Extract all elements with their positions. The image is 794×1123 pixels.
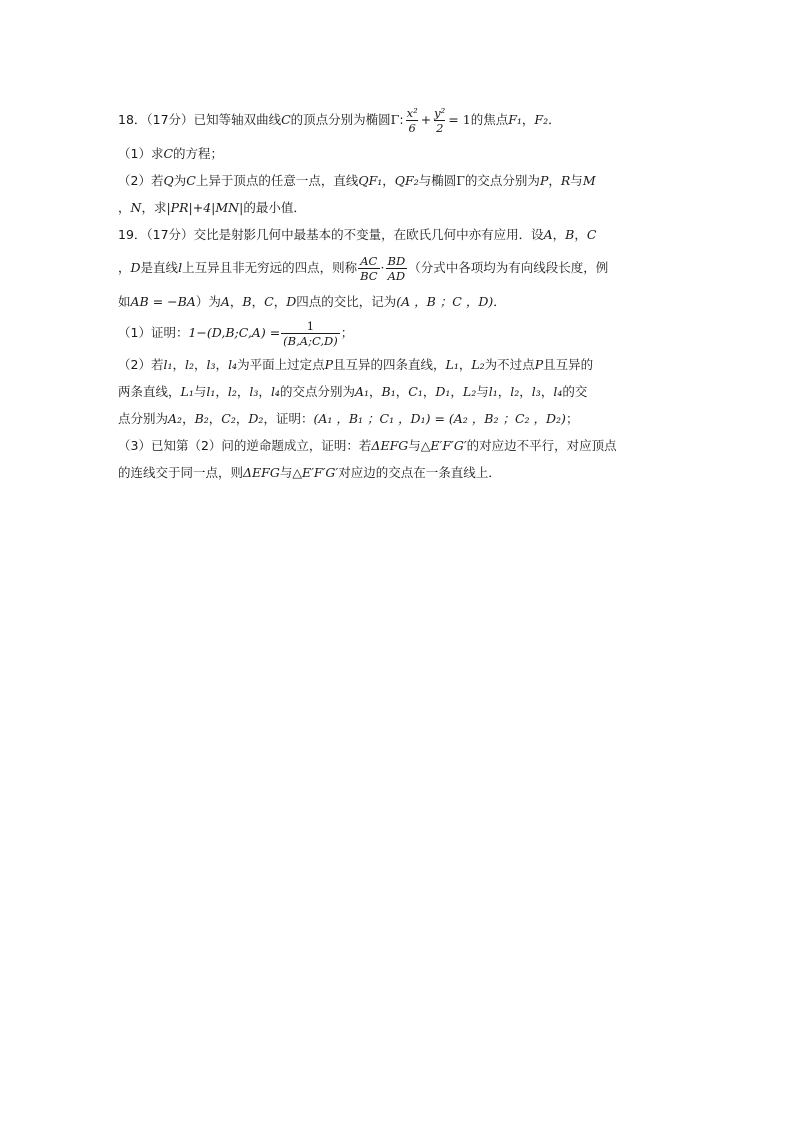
q18-part-2-line-2 <box>118 194 678 221</box>
frac-den: BC <box>360 269 378 283</box>
math-l: l <box>178 260 183 275</box>
math-c: C <box>163 146 174 161</box>
q19-text: 与 <box>408 438 421 453</box>
math-C1: C₁ <box>408 384 423 399</box>
math-r: R <box>560 173 571 188</box>
math-p: P <box>539 173 549 188</box>
math-expr: |PR|+4|MN| <box>166 200 244 215</box>
plus: + <box>420 112 432 127</box>
math-gamma: Γ <box>456 173 465 188</box>
math-L1: L₁ <box>445 357 459 372</box>
math-triangle-efg: ΔEFG <box>371 438 409 453</box>
ellipse-frac-x <box>405 106 420 135</box>
math-qf1: QF₁ <box>358 173 383 188</box>
sep: ， <box>118 200 131 215</box>
math-C2: C₂ <box>221 411 236 426</box>
q19-text: 是直线 <box>140 260 179 275</box>
math-p: P <box>324 357 334 372</box>
math-L2: L₂ <box>462 384 477 399</box>
q19-part-1 <box>118 315 678 351</box>
math-l4: l₄ <box>270 384 280 399</box>
q18-number: 18． <box>118 112 147 127</box>
q18-text: 求 <box>150 146 164 161</box>
part-label: （2） <box>118 357 151 372</box>
math-lhs: 1−(D,B;C,A) = <box>188 325 281 340</box>
q18-text: 为 <box>173 173 187 188</box>
p1-frac <box>281 319 340 348</box>
math-l4: l₄ <box>228 357 238 372</box>
math-l2: l₂ <box>227 384 237 399</box>
sep: ， <box>182 411 195 426</box>
math-triangle-efg: ΔEFG <box>243 465 280 480</box>
q19-text: 的对应边不平行，对应顶点 <box>466 438 617 453</box>
sep: ， <box>540 384 554 399</box>
math-c: C <box>186 173 196 188</box>
sep: ， <box>548 173 561 188</box>
sep: ， <box>552 227 566 242</box>
q18-text: 与椭圆 <box>418 173 457 188</box>
math-l2: l₂ <box>185 357 195 372</box>
frac-den: (B,A;C,D) <box>283 334 338 348</box>
q18-text: 与 <box>570 173 583 188</box>
q18-text: 上异于顶点的任意一点，直线 <box>195 173 359 188</box>
q19-points: （17分） <box>146 227 194 242</box>
sep: ， <box>458 357 472 372</box>
frac-den: AD <box>387 269 406 283</box>
q18-text: 的方程； <box>173 146 224 161</box>
math-d: D <box>286 294 297 309</box>
exam-content <box>118 100 678 486</box>
q19-line-3 <box>118 288 678 315</box>
sep: ， <box>229 294 243 309</box>
math-b: B <box>242 294 252 309</box>
ellipse-frac-y <box>432 106 447 135</box>
q19-text: 与 <box>193 384 207 399</box>
q19-text: 且互异的四条直线， <box>333 357 446 372</box>
q19-part-3-line-2 <box>118 459 678 486</box>
sep: ， <box>422 384 436 399</box>
math-f1: F₁ <box>508 112 522 127</box>
q18-points: （17分） <box>146 112 194 127</box>
math-m: M <box>582 173 596 188</box>
math-triangle-efg-prime: △E′F′G′ <box>292 465 339 480</box>
sep: ， <box>235 411 249 426</box>
q18-text: 的焦点 <box>470 112 509 127</box>
math-L2: L₂ <box>471 357 485 372</box>
math-qf2: QF₂ <box>394 173 419 188</box>
part-label: （2） <box>118 173 151 188</box>
q19-text: 的交点分别为 <box>279 384 355 399</box>
equals-one: = 1 <box>448 112 471 127</box>
math-l3: l₃ <box>206 357 216 372</box>
q18-text: 若 <box>150 173 164 188</box>
q19-text: 点分别为 <box>118 411 169 426</box>
frac-den: 6 <box>408 121 416 135</box>
part-label: （1） <box>118 325 151 340</box>
equals: = <box>430 411 449 426</box>
q19-text: 与 <box>279 465 293 480</box>
sep: ， <box>497 384 511 399</box>
sep: ， <box>194 357 207 372</box>
q19-text: 的交 <box>562 384 588 399</box>
math-B2: B₂ <box>194 411 209 426</box>
q19-text: 交比是射影几何中最基本的不变量，在欧氏几何中亦有应用．设 <box>193 227 544 242</box>
q19-text: 与 <box>476 384 489 399</box>
q19-line-1 <box>118 221 678 248</box>
q19-text: 已知第（2）问的逆命题成立，证明：若 <box>150 438 372 453</box>
question-19 <box>118 221 678 486</box>
sep: ， <box>273 294 287 309</box>
math-l3: l₃ <box>531 384 541 399</box>
sep: ， <box>382 173 395 188</box>
sep: ， <box>236 384 250 399</box>
q19-text: 若 <box>150 357 164 372</box>
q19-text: 且互异的 <box>543 357 594 372</box>
frac-num: x² <box>406 106 418 120</box>
math-B1: B₁ <box>381 384 396 399</box>
math-p: P <box>534 357 544 372</box>
sep: ， <box>215 357 229 372</box>
q19-text: （分式中各项均为有向线段长度，例 <box>408 260 609 275</box>
q18-text: ，求 <box>141 200 167 215</box>
q19-text: 证明： <box>150 325 189 340</box>
q19-text: 两条直线， <box>118 384 181 399</box>
q18-text: 的最小值． <box>243 200 306 215</box>
sep: ， <box>521 112 535 127</box>
math-D2: D₂ <box>248 411 264 426</box>
period: ． <box>493 294 506 309</box>
math-l3: l₃ <box>249 384 259 399</box>
q19-part-2-line-2 <box>118 378 678 405</box>
frac-den: 2 <box>436 121 444 135</box>
math-b: B <box>565 227 575 242</box>
q18-part-2-line-1 <box>118 167 678 194</box>
math-cross-ratio-2: (A₂ ，B₂ ；C₂ ，D₂) <box>448 411 566 426</box>
cross-ratio-frac-2 <box>386 254 408 283</box>
q19-text: 四点的交比，记为 <box>296 294 397 309</box>
q18-text: 的顶点分别为椭圆 <box>290 112 391 127</box>
q19-part-2-line-1 <box>118 351 678 378</box>
q19-text: ）为 <box>195 294 221 309</box>
math-A1: A₁ <box>354 384 370 399</box>
sep: ， <box>574 227 587 242</box>
q19-text: 为平面上过定点 <box>237 357 325 372</box>
q18-line-1 <box>118 100 678 140</box>
frac-num: BD <box>387 254 406 268</box>
part-label: （1） <box>118 146 151 161</box>
frac-num: y² <box>434 106 446 120</box>
math-note-expr: AB = −BA <box>130 294 196 309</box>
cross-ratio-frac-1 <box>358 254 379 283</box>
math-l4: l₄ <box>553 384 563 399</box>
sep: ， <box>395 384 409 399</box>
sep: ， <box>172 357 185 372</box>
sep: ， <box>369 384 382 399</box>
math-a: A <box>220 294 230 309</box>
q19-part-3-line-1 <box>118 432 678 459</box>
question-18 <box>118 100 678 221</box>
math-l1: l₁ <box>163 357 173 372</box>
sep: ， <box>208 411 222 426</box>
q19-number: 19． <box>118 227 147 242</box>
math-triangle-efg-prime: △E′F′G′ <box>420 438 467 453</box>
semicolon: ； <box>565 411 579 426</box>
part-label: （3） <box>118 438 151 453</box>
sep: ， <box>251 294 265 309</box>
math-f2: F₂ <box>534 112 549 127</box>
math-L1: L₁ <box>180 384 194 399</box>
frac-num: AC <box>360 254 378 268</box>
math-cross-ratio-1: (A₁ ，B₁ ；C₁ ，D₁) <box>313 411 431 426</box>
math-l1: l₁ <box>206 384 216 399</box>
math-a: A <box>543 227 553 242</box>
math-c: C <box>264 294 274 309</box>
math-d: D <box>130 260 141 275</box>
dot: · <box>380 260 385 275</box>
colon: : <box>399 112 404 127</box>
q19-text: 为不过点 <box>484 357 535 372</box>
math-gamma: Γ <box>390 112 400 127</box>
sep: ， <box>258 384 271 399</box>
math-l1: l₁ <box>488 384 498 399</box>
sep: ， <box>215 384 228 399</box>
period: ． <box>548 112 561 127</box>
frac-num: 1 <box>306 319 315 333</box>
sep: ， <box>519 384 532 399</box>
q19-text: 的连线交于同一点，则 <box>118 465 244 480</box>
q19-text: 如 <box>118 294 131 309</box>
semicolon: ； <box>340 325 354 340</box>
q19-text: ，证明： <box>263 411 314 426</box>
math-c: C <box>586 227 597 242</box>
q19-text: 对应边的交点在一条直线上． <box>338 465 501 480</box>
math-n: N <box>130 200 142 215</box>
math-q: Q <box>163 173 174 188</box>
q18-intro: 已知等轴双曲线 <box>193 112 282 127</box>
q18-part-1 <box>118 140 678 167</box>
q19-part-2-line-3 <box>118 405 678 432</box>
math-D1: D₁ <box>435 384 451 399</box>
math-c: C <box>281 112 291 127</box>
q19-line-2 <box>118 248 678 288</box>
math-cross-ratio: (A ，B ；C ，D) <box>396 294 494 309</box>
math-A2: A₂ <box>168 411 183 426</box>
q18-text: 的交点分别为 <box>464 173 540 188</box>
sep: ， <box>450 384 463 399</box>
sep: ， <box>118 260 131 275</box>
q19-text: 上互异且非无穷远的四点，则称 <box>182 260 358 275</box>
math-l2: l₂ <box>510 384 520 399</box>
